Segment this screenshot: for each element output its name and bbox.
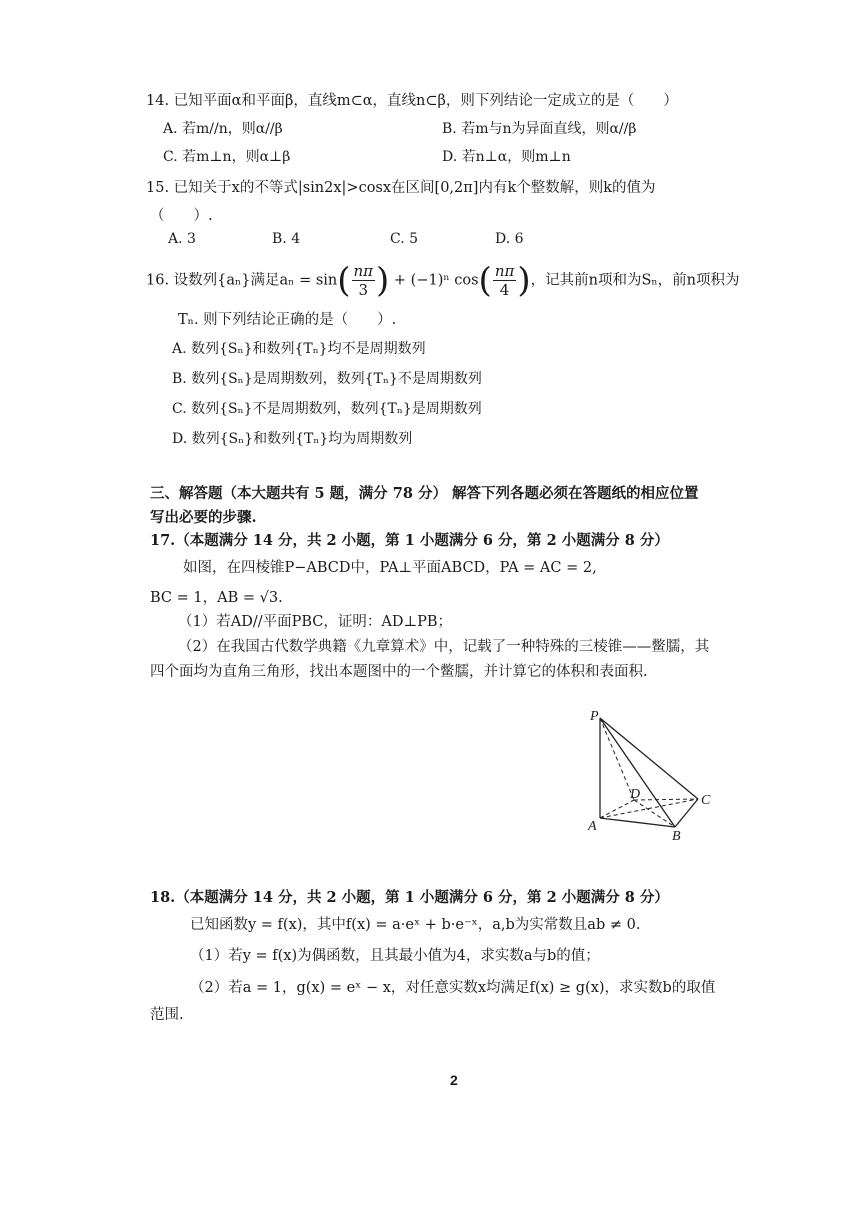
q16-paren-open-2: ( bbox=[478, 260, 492, 301]
q16-option-d: D. 数列{Sₙ}和数列{Tₙ}均为周期数列 bbox=[172, 431, 413, 447]
section3-heading: 三、解答题（本大题共有 5 题，满分 78 分） 解答下列各题必须在答题纸的相应位置 bbox=[150, 485, 699, 502]
q17-intro-2: BC = 1，AB = √3. bbox=[150, 590, 283, 606]
q15-option-a: A. 3 bbox=[168, 231, 196, 247]
edge-ad bbox=[600, 800, 634, 818]
q16-paren-open-1: ( bbox=[337, 260, 351, 301]
q18-part-2a: （2）若a = 1，g(x) = eˣ − x，对任意实数x均满足f(x) ≥ g(x)，求实数b的取值 bbox=[190, 980, 716, 996]
q17-header: 17.（本题满分 14 分，共 2 小题，第 1 小题满分 6 分，第 2 小题满分 8 分） bbox=[150, 532, 669, 549]
q16-option-a: A. 数列{Sₙ}和数列{Tₙ}均不是周期数列 bbox=[172, 341, 426, 357]
q14-stem: 14. 已知平面α和平面β，直线m⊂α，直线n⊂β，则下列结论一定成立的是（ ） bbox=[146, 93, 678, 109]
vertex-label-c: C bbox=[701, 793, 711, 808]
q14-option-d: D. 若n⊥α，则m⊥n bbox=[442, 149, 571, 165]
vertex-label-a: A bbox=[588, 819, 597, 834]
q15-option-d: D. 6 bbox=[495, 231, 524, 247]
q16-fraction-1 bbox=[352, 262, 376, 299]
q16-fraction-2 bbox=[493, 262, 517, 299]
q16-frac2-denominator: 4 bbox=[499, 281, 510, 299]
q17-part-1: （1）若AD//平面PBC，证明：AD⊥PB； bbox=[178, 614, 453, 630]
q16-stem bbox=[146, 262, 740, 299]
edge-pc bbox=[600, 718, 698, 799]
edge-ac bbox=[600, 799, 698, 818]
q16-option-b: B. 数列{Sₙ}是周期数列，数列{Tₙ}不是周期数列 bbox=[172, 371, 482, 387]
q15-option-b: B. 4 bbox=[272, 231, 301, 247]
q14-option-c: C. 若m⊥n，则α⊥β bbox=[163, 149, 291, 165]
edge-dc bbox=[634, 799, 698, 800]
vertex-label-d: D bbox=[630, 787, 641, 802]
q15-stem-cont: （ ）. bbox=[150, 208, 213, 224]
q16-stem-part-b: + (−1)ⁿ cos bbox=[393, 272, 479, 289]
q16-frac2-numerator: nπ bbox=[494, 262, 515, 280]
q18-part-1: （1）若y = f(x)为偶函数，且其最小值为4，求实数a与b的值； bbox=[190, 948, 600, 964]
q18-intro: 已知函数y = f(x)，其中f(x) = a·eˣ + b·e⁻ˣ，a,b为实常数且ab ≠ 0. bbox=[190, 917, 641, 933]
vertex-label-p: P bbox=[590, 709, 599, 724]
q16-stem-part-c: ，记其前n项和为Sₙ，前n项积为 bbox=[530, 272, 740, 289]
q14-option-a: A. 若m//n，则α//β bbox=[163, 121, 283, 137]
q16-stem-cont: Tₙ. 则下列结论正确的是（ ）. bbox=[178, 312, 397, 328]
q16-frac1-denominator: 3 bbox=[358, 281, 369, 299]
q15-option-c: C. 5 bbox=[390, 231, 419, 247]
q17-part-2b: 四个面均为直角三角形，找出本题图中的一个鳖臑，并计算它的体积和表面积. bbox=[150, 664, 648, 680]
q16-paren-close-1: ) bbox=[376, 260, 390, 301]
q14-option-b: B. 若m与n为异面直线，则α//β bbox=[442, 121, 637, 137]
q16-frac1-numerator: nπ bbox=[353, 262, 374, 280]
q18-header: 18.（本题满分 14 分，共 2 小题，第 1 小题满分 6 分，第 2 小题满分 8 分） bbox=[150, 889, 669, 906]
q17-part-2a: （2）在我国古代数学典籍《九章算术》中，记载了一种特殊的三棱锥——鳖臑，其 bbox=[178, 639, 710, 655]
section3-heading-cont: 写出必要的步骤. bbox=[150, 509, 257, 526]
q18-part-2b: 范围. bbox=[150, 1007, 184, 1023]
q15-stem: 15. 已知关于x的不等式|sin2x|>cosx在区间[0,2π]内有k个整数解，则k的值为 bbox=[146, 180, 656, 196]
q17-intro-1: 如图，在四棱锥P−ABCD中，PA⊥平面ABCD，PA = AC = 2, bbox=[183, 560, 597, 576]
pyramid-figure bbox=[580, 706, 720, 846]
vertex-label-b: B bbox=[672, 829, 681, 844]
q16-paren-close-2: ) bbox=[517, 260, 531, 301]
page-number: 2 bbox=[450, 1072, 458, 1088]
q16-stem-part-a: 16. 设数列{aₙ}满足aₙ = sin bbox=[146, 272, 338, 289]
q16-option-c: C. 数列{Sₙ}不是周期数列，数列{Tₙ}是周期数列 bbox=[172, 401, 482, 417]
